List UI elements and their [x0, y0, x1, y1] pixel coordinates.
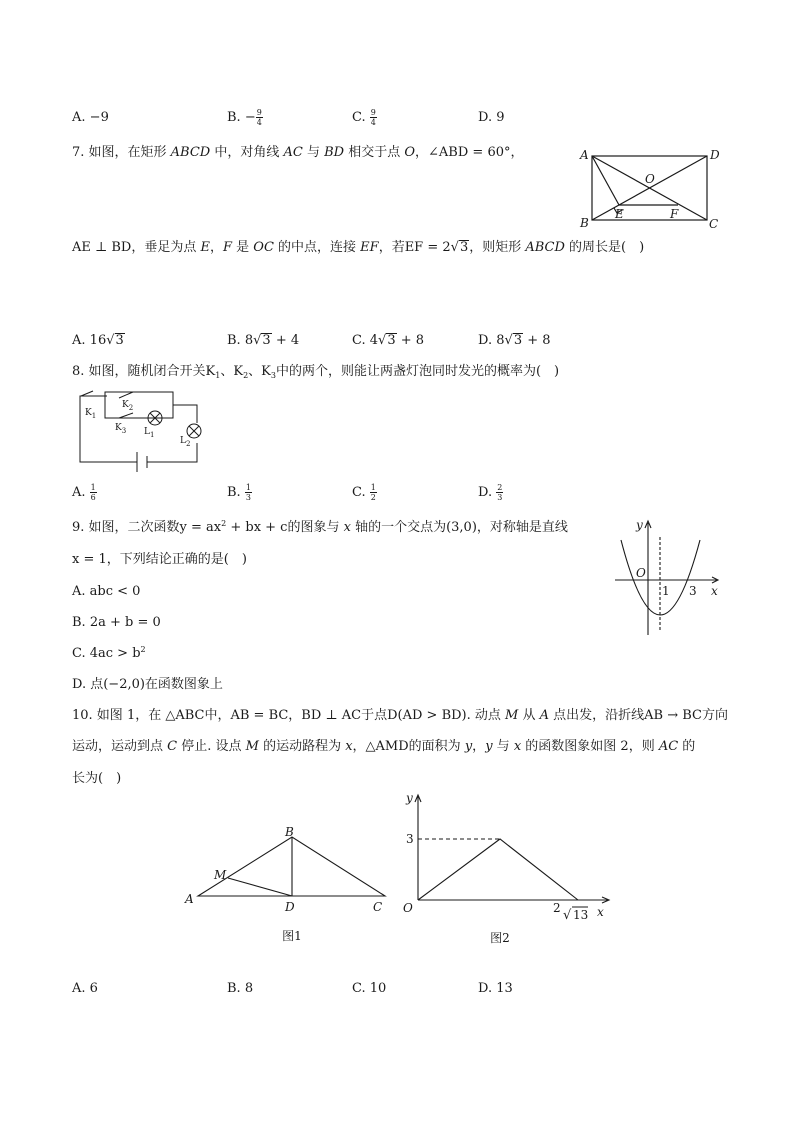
label-d: D: [710, 148, 720, 162]
q10-option-d: D. 13: [478, 981, 513, 996]
q9-option-a: A. abc < 0: [72, 584, 141, 599]
label-1: 1: [662, 584, 670, 598]
label-l1: $L_1$: [144, 427, 155, 439]
switch-k3: [119, 413, 133, 418]
label-a: A: [185, 892, 194, 906]
q9-option-d: D. 点(−2,0)在函数图象上: [72, 677, 223, 692]
q8-option-b: B. $\frac{1}{3}$: [227, 483, 251, 502]
segment-md: [228, 878, 292, 896]
graph-line: [418, 839, 578, 900]
q10-option-a: A. 6: [72, 981, 98, 996]
label-d: D: [285, 900, 295, 914]
q9-option-b: B. 2a + b = 0: [72, 615, 161, 630]
switch-k2: [119, 392, 133, 398]
label-3: 3: [689, 584, 697, 598]
label-b: B: [580, 216, 589, 230]
q10-stem-line1: 10. 如图 1，在 △ABC中，AB = BC，BD ⊥ AC于点D(AD > BD). 动点 M 从 A 点出发，沿折线AB → BC方向: [72, 708, 728, 723]
parallel-loop: [105, 392, 173, 418]
q8-option-d: D. $\frac{2}{3}$: [478, 483, 503, 502]
label-13: 13: [573, 908, 589, 922]
q6-option-c: C. $\frac{9}{4}$: [352, 108, 376, 127]
q8-stem: 8. 如图，随机闭合开关$K_1$、$K_2$、$K_3$中的两个，则能让两盏灯泡同时发光的概率为( ): [72, 364, 560, 380]
switch-k1: [81, 391, 93, 396]
label-e: E: [615, 207, 624, 221]
label-o: O: [645, 172, 655, 186]
label-y: y: [406, 791, 413, 805]
q10-graph-figure: [398, 788, 618, 950]
q7-option-d: D. 8√3 + 8: [478, 333, 551, 348]
q7-option-b: B. 8√3 + 4: [227, 333, 300, 348]
q10-stem-line3: 长为( ): [72, 771, 122, 786]
wire-to-l2: [173, 405, 197, 423]
q9-stem-line2: x = 1，下列结论正确的是( ): [72, 552, 247, 567]
q8-circuit-figure: [75, 388, 215, 473]
q7-stem-line1: 7. 如图，在矩形 ABCD 中，对角线 AC 与 BD 相交于点 O，∠ABD = 60°，: [72, 145, 524, 160]
q9-option-c: C. $4ac > b^2$: [72, 645, 146, 661]
q7-rectangle-figure: [575, 145, 725, 235]
label-k3: $K_3$: [115, 423, 127, 435]
q9-stem-line1: 9. 如图，二次函数$y = ax^2$ + bx + c的图象与 x 轴的一个交点为(3,0)，对称轴是直线: [72, 519, 568, 535]
label-l2: $L_2$: [180, 436, 191, 448]
label-b: B: [285, 825, 294, 839]
q7-option-a: A. 16√3: [72, 333, 124, 348]
q7-stem-line2: AE ⊥ BD，垂足为点 E，F 是 OC 的中点，连接 EF，若EF = 2√3，则矩形 ABCD 的周长是( ): [72, 240, 645, 255]
label-k2: $K_2$: [122, 400, 134, 412]
label-c: C: [373, 900, 383, 914]
q7-option-c: C. 4√3 + 8: [352, 333, 425, 348]
q8-option-a: A. $\frac{1}{6}$: [72, 483, 96, 502]
label-a: A: [580, 148, 589, 162]
q6-option-b: B. − $\frac{9}{4}$: [227, 108, 262, 127]
label-3: 3: [406, 832, 414, 846]
label-2: 2: [553, 901, 561, 915]
q10-option-b: B. 8: [227, 981, 254, 996]
label-y: y: [636, 518, 643, 532]
q10-triangle-figure: [180, 823, 395, 948]
radical-sign: √: [563, 908, 572, 923]
label-x: x: [711, 584, 718, 598]
caption-fig2: 图2: [490, 931, 510, 945]
label-k1: $K_1$: [85, 408, 97, 420]
label-o: O: [636, 566, 646, 580]
q6-option-a: A. −9: [72, 110, 109, 125]
label-o: O: [403, 901, 413, 915]
fraction: $\frac{9}{4}$: [370, 108, 376, 127]
label-x: x: [597, 905, 604, 919]
label-f: F: [670, 207, 679, 221]
label-m: M: [214, 868, 227, 882]
q9-parabola-figure: [605, 515, 725, 640]
q6-option-d: D. 9: [478, 110, 505, 125]
label-c: C: [709, 217, 719, 231]
caption-fig1: 图1: [282, 929, 302, 943]
q10-option-c: C. 10: [352, 981, 387, 996]
q10-stem-line2: 运动，运动到点 C 停止. 设点 M 的运动路程为 x，△AMD的面积为 y，y 与 x 的函数图象如图 2，则 AC 的: [72, 739, 696, 754]
fraction: $\frac{9}{4}$: [256, 108, 262, 127]
q8-option-c: C. $\frac{1}{2}$: [352, 483, 376, 502]
